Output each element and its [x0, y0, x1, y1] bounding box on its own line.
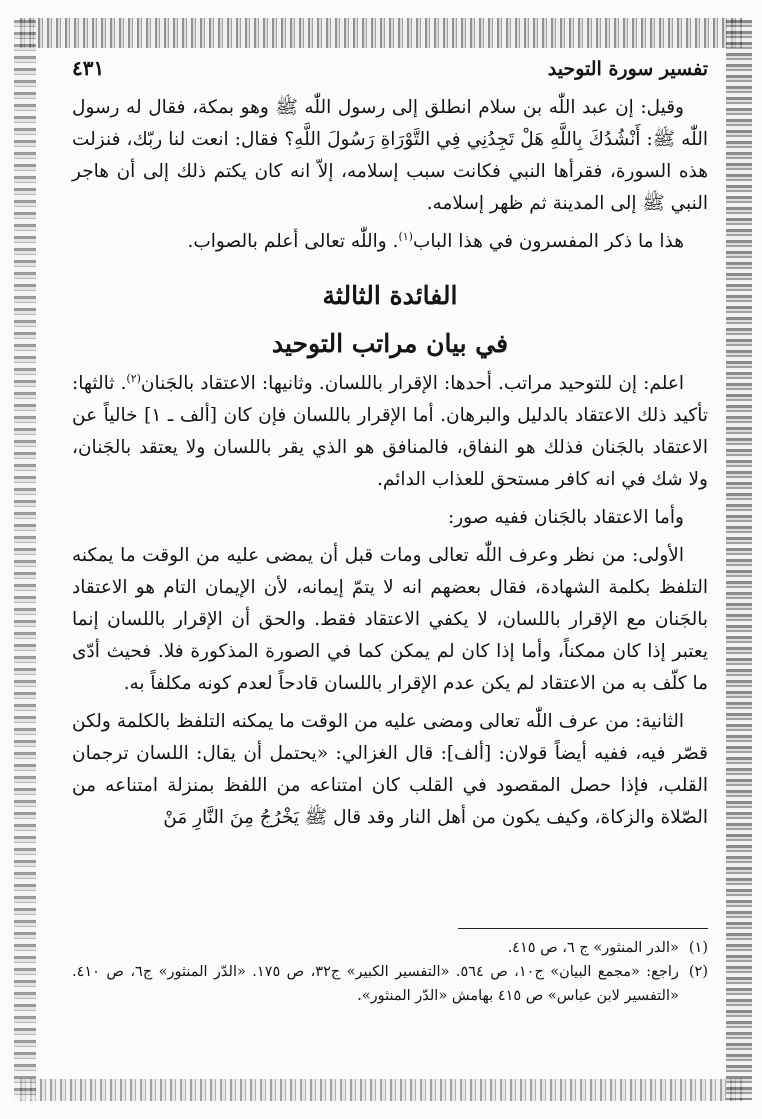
- scan-border-bottom: [20, 1079, 742, 1101]
- conclusion-text: هذا ما ذكر المفسرون في هذا الباب: [412, 231, 684, 252]
- footnotes: [72, 936, 708, 1008]
- paragraph-forms: وأما الاعتقاد بالجَنان ففيه صور:: [448, 507, 684, 528]
- paragraph-levels: [72, 368, 708, 496]
- page-content: [72, 56, 708, 1076]
- footnote-text: راجع: «مجمع البيان» ج١٠، ص ٥٦٤. «التفسير الكبير» ج٣٢، ص ١٧٥. «الدّر المنثور» ج٦، ص ٤١٠. «التفسير لابن عباس» ص ٤١٥ بهامش «الدّر المنثور».: [72, 964, 679, 1004]
- levels-text: اعلم: إن للتوحيد مراتب. أحدها: الإقرار باللسان. وثانيها: الاعتقاد بالجَنان: [140, 373, 685, 394]
- paragraph-first-form: الأولى: من نظر وعرف اللّٰه تعالى ومات قبل أن يمضى عليه من الوقت ما يمكنه التلفظ بكلمة الشهادة، فقال بعضهم انه لا يتمّ إيمانه، لأن الإيمان التام هو الاعتقاد بالجَنان مع الإقرار باللسان، لا يكفي الاعتقاد فقط. والحق أن الإقرار باللسان إنما يعتبر إذا كان ممكناً، وأما إذا كان لم يمكن كما في الصورة المذكورة فلا. فحيث أدّى ما كلّف به من الاعتقاد لم يكن عدم الإقرار باللسان قادحاً لعدم كونه مكلفاً به.: [72, 545, 708, 694]
- scan-border-left: [14, 20, 36, 1100]
- footnote-mark-1: (١): [398, 229, 413, 243]
- paragraph-ibn-salam: وقيل: إن عبد اللّٰه بن سلام انطلق إلى رسول اللّٰه ﷺ وهو بمكة، فقال له رسول اللّٰه ﷺ: أَنْشُدُكَ بِاللَّهِ هَلْ تَجِدُنِي فِي التَّوْرَاةِ رَسُولَ اللَّهِ؟ فقال: انعت لنا ربّك، فنزلت هذه السورة، فقرأها النبي فكانت سبب إسلامه، إلاّ انه كان يكتم ذلك إلى أن هاجر النبي ﷺ إلى المدينة ثم ظهر إسلامه.: [72, 97, 708, 214]
- page-header: [72, 56, 708, 88]
- scan-border-right: [726, 20, 752, 1100]
- body-text: [72, 92, 708, 834]
- conclusion-text-end: . واللّٰه تعالى أعلم بالصواب.: [187, 231, 399, 252]
- footnote-2: [72, 960, 708, 1008]
- footnote-text: «الدر المنثور» ج ٦، ص ٤١٥.: [507, 940, 679, 956]
- section-heading: الفائدة الثالثة: [322, 281, 458, 310]
- levels-text-end: . ثالثها: تأكيد ذلك الاعتقاد بالدليل والبرهان. أما الإقرار باللسان فإن كان [ألف ـ ١] خالياً عن الاعتقاد بالجَنان فذلك هو النفاق، فالمنافق هو الذي يقر باللسان ولا يعتقد بالجَنان، ولا شك في انه كافر مستحق للعذاب الدائم.: [72, 373, 708, 490]
- footnote-mark-2: (٢): [126, 371, 141, 385]
- paragraph-second-form: الثانية: من عرف اللّٰه تعالى ومضى عليه من الوقت ما يمكنه التلفظ بالكلمة ولكن قصّر فيه، ففيه أيضاً قولان: [ألف]: قال الغزالي: «يحتمل أن يقال: اللسان ترجمان القلب، فإذا حصل المقصود في القلب كان امتناعه من اللفظ بمنزلة امتناعه من الصّلاة والزكاة، وكيف يكون من أهل النار وقد قال ﷺ يَخْرُجُ مِنَ النَّارِ مَنْ: [72, 711, 708, 828]
- paragraph-conclusion: [72, 226, 708, 258]
- footnote-number: (١): [688, 940, 708, 956]
- scan-border-top: [20, 18, 742, 48]
- footnote-divider: [458, 928, 708, 929]
- section-subheading: في بيان مراتب التوحيد: [271, 329, 509, 358]
- page-number: ٤٣١: [72, 56, 105, 80]
- footnote-number: (٢): [688, 964, 708, 980]
- footnote-1: [72, 936, 708, 960]
- running-title: تفسير سورة التوحيد: [547, 58, 708, 80]
